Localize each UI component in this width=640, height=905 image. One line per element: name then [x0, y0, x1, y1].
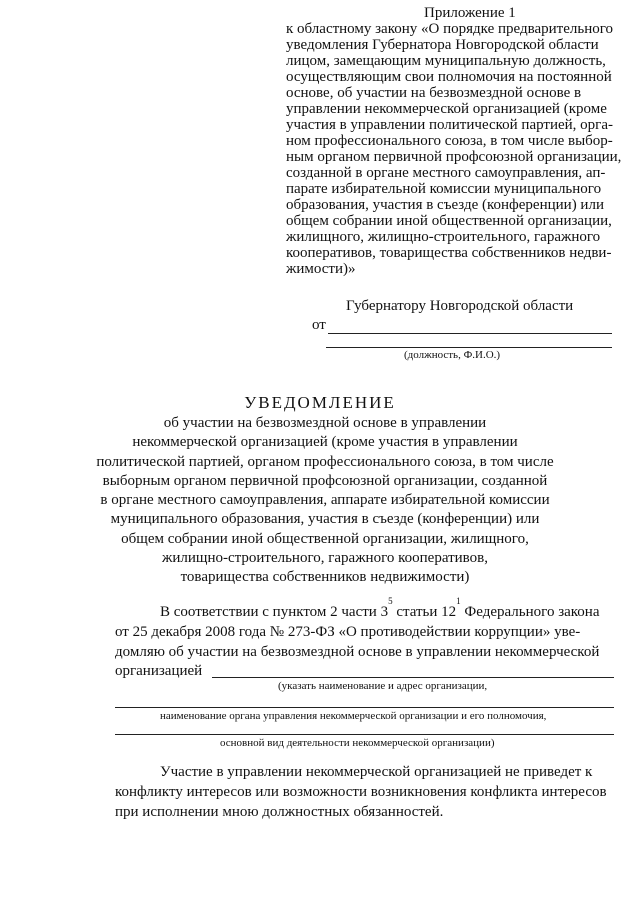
body-line-2: от 25 декабря 2008 года № 273-ФЗ «О противодействии коррупции» уве- [115, 624, 581, 640]
annex-line: общем собрании иной общественной организации, [286, 213, 612, 229]
annex-line: уведомления Губернатора Новгородской области [286, 37, 599, 53]
activity-field[interactable] [115, 734, 614, 735]
notice-description [60, 414, 590, 588]
annex-line: ном профессионального союза, в том числе выбор- [286, 133, 613, 149]
body-line-3: домляю об участии на безвозмездной основе в управлении некоммерческой [115, 644, 600, 660]
annex-line: управлении некоммерческой организацией (кроме [286, 101, 607, 117]
notice-body [115, 596, 615, 662]
annex-line: образования, участия в съезде (конференции) или [286, 197, 604, 213]
sender-position-field[interactable] [326, 347, 612, 348]
annex-line: осуществляющим свои полномочия на постоянной [286, 69, 612, 85]
organization-hint: (указать наименование и адрес организации, [278, 680, 488, 692]
annex-description [286, 21, 622, 277]
governing-body-hint: наименование органа управления некоммерческой организации и его полномочия, [160, 710, 547, 722]
conclusion-line: при исполнении мною должностных обязанностей. [115, 804, 444, 820]
body-text: статьи 12 [392, 604, 457, 620]
notice-description-line: общем собрании иной общественной организации, жилищного, [121, 530, 529, 547]
annex-line: лицом, замещающим муниципальную должность, [286, 53, 606, 69]
conclusion-line: конфликту интересов или возможности возникновения конфликта интересов [115, 784, 607, 800]
annex-title: Приложение 1 [424, 5, 516, 21]
organization-field[interactable] [212, 677, 614, 678]
activity-hint: основной вид деятельности некоммерческой организации) [220, 737, 495, 749]
addressee: Губернатору Новгородской области [346, 298, 574, 314]
superscript: 5 [388, 596, 393, 606]
annex-line: основе, об участии на безвозмездной основе в [286, 85, 582, 101]
annex-line: участия в управлении политической партией, орга- [286, 117, 613, 133]
notice-title: УВЕДОМЛЕНИЕ [244, 393, 396, 412]
notice-description-line: некоммерческой организацией (кроме участия в управлении [132, 434, 518, 451]
position-hint: (должность, Ф.И.О.) [404, 349, 501, 361]
annex-line: кооперативов, товарищества собственников недви- [286, 245, 612, 261]
notice-description-line: политической партией, органом профессионального союза, в том числе [96, 453, 554, 470]
annex-line: созданной в органе местного самоуправления, ап- [286, 165, 606, 181]
annex-line: ным органом первичной профсоюзной организации, [286, 149, 622, 165]
notice-description-line: муниципального образования, участия в съезде (конференции) или [110, 511, 540, 528]
annex-line: парате избирательной комиссии муниципального [286, 181, 602, 197]
body-line-1 [115, 596, 615, 622]
body-text: В соответствии с пунктом 2 части 3 [160, 604, 389, 620]
conclusion [115, 762, 615, 822]
org-label: организацией [115, 663, 203, 679]
body-text: Федерального закона [460, 604, 600, 620]
notice-description-line: выборным органом первичной профсоюзной организации, созданной [102, 472, 548, 489]
annex-line: к областному закону «О порядке предварительного [286, 21, 614, 37]
superscript: 1 [456, 596, 461, 606]
from-label: от [312, 317, 326, 333]
conclusion-line: Участие в управлении некоммерческой организацией не приведет к [160, 764, 593, 780]
annex-line: жилищного, жилищно-строительного, гаражного [286, 229, 601, 245]
annex-line: жимости)» [286, 261, 356, 277]
notice-description-line: товарищества собственников недвижимости) [180, 569, 470, 586]
sender-name-field[interactable] [328, 333, 612, 334]
notice-description-line: в органе местного самоуправления, аппарате избирательной комиссии [100, 492, 550, 509]
notice-description-line: жилищно-строительного, гаражного кооперативов, [161, 550, 488, 567]
notice-description-line: об участии на безвозмездной основе в управлении [163, 415, 487, 431]
governing-body-field[interactable] [115, 707, 614, 708]
